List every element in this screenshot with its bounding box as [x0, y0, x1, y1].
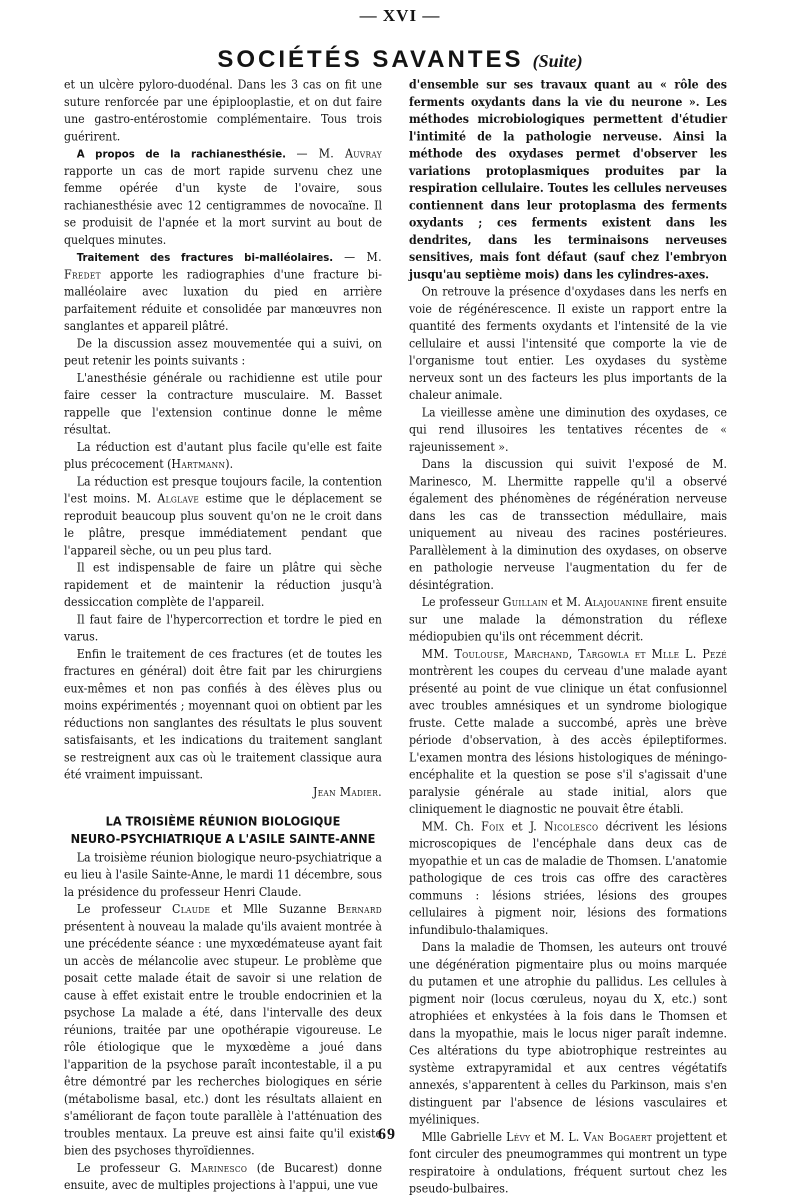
author-name: Nicolesco [543, 819, 599, 834]
paragraph-text: et M. [547, 595, 585, 610]
paragraph [64, 250, 382, 336]
paragraph-text: rapporte un cas de mort rapide survenu chez une femme opérée d'un kyste de l'ovaire, sous rachianesthésie avec 12 centigrammes de novocaïne. Il se produisit de l'apnée et la mort survint au bout de quelques minutes. [64, 164, 382, 248]
author-name: — M. Fredet [64, 250, 382, 282]
masthead-suite: (Suite) [532, 51, 583, 71]
author-name: Alajouanine [584, 595, 649, 610]
paragraph: De la discussion assez mouvementée qui a suivi, on peut retenir les points suivants : [64, 336, 382, 368]
paragraph-text: décrivent les lésions microscopiques de l'encéphale dans deux cas de myopathie et un cas de maladie de Thomsen. L'anatomie pathologique de ces trois cas offre des caractères communs : lésions striées, lésions des groupes cellulaires à pigment noir, lésions des formations infundibulo-thalamiques. [409, 819, 727, 938]
paragraph [64, 1160, 382, 1195]
paragraph-text: montrèrent les coupes du cerveau d'une malade ayant présenté au point de vue clinique un état confusionnel avec troubles amnésiques et un syndrome biologique fruste. Cette malade a succombé, après une brève période d'observation, à des accès épileptiformes. L'examen montra des lésions histologiques de méningo-encéphalite et la question se pose s'il s'agissait d'une paralysie générale au stade initial, alors que cliniquement le diagnostic ne pouvait être établi. [409, 664, 727, 817]
paragraph-text: apporte les radiographies d'une fracture bi-malléolaire avec luxation du pied en arrière parfaitement réduite et consolidée par manœuvres non sanglantes et appareil plâtré. [64, 267, 382, 334]
paragraph: La vieillesse amène une diminution des oxydases, ce qui rend illusoires les tentatives récentes de « rajeunissement ». [409, 405, 727, 455]
author-name: Lévy [506, 1130, 531, 1145]
heading-line: LA TROISIÈME RÉUNION BIOLOGIQUE [105, 814, 341, 830]
masthead-title: SOCIÉTÉS SAVANTES [217, 46, 524, 73]
author-names: MM. Toulouse, Marchand, Targowla et Mlle L. Pezé [421, 647, 727, 662]
paragraph-text: et Mlle Suzanne [210, 902, 338, 917]
folio-number: 69 [378, 1126, 396, 1143]
paragraph [409, 1129, 727, 1198]
right-column [409, 77, 727, 1198]
author-name: Hartmann [171, 457, 226, 472]
paragraph-text: et M. L. [530, 1130, 584, 1145]
author-name: Claude [172, 902, 211, 917]
author-name: Foix [481, 819, 505, 834]
paragraph: et un ulcère pyloro-duodénal. Dans les 3 cas on fit une suture renforcée par une épiplooplastie, et on dut faire une gastro-entérostomie complémentaire. Tous trois guérirent. [64, 78, 382, 144]
paragraph: Dans la discussion qui suivit l'exposé de M. Marinesco, M. Lhermitte rappelle qu'il a observé également des phénomènes de régénération nerveuse dans les cas de transsection médullaire, mais uniquement au niveau des racines postérieures. Parallèlement à la diminution des oxydases, on observe en pathologie nerveuse l'augmentation du fer de désintégration. [409, 457, 727, 593]
paragraph-text: MM. Ch. [421, 819, 482, 834]
paragraph [409, 646, 727, 819]
page-number: — XVI — [359, 6, 441, 25]
paragraph-text: et J. [504, 819, 544, 834]
paragraph-text: Le professeur [421, 595, 503, 610]
paragraph: Enfin le traitement de ces fractures (et de toutes les fractures en général) doit être fait par les chirurgiens eux-mêmes et non pas confiés à des élèves plus ou moins expérimentés ; moyennant quoi on obtient par les réductions non sanglantes des résultats le plus souvent satisfaisants, et les indications du traitement sanglant se restreignent aux cas où le traitement classique aura été vraiment impuissant. [64, 647, 382, 782]
section-heading [64, 813, 382, 848]
author-name: Guillain [502, 595, 548, 610]
paragraph: Dans la maladie de Thomsen, les auteurs ont trouvé une dégénération pigmentaire plus ou moins marquée du putamen et une atrophie du pallidus. Les cellules à pigment noir (locus cœruleus, noyau du X, etc.) sont atrophiées et enkystées à la fois dans le Thomsen et dans la myopathie, mais le locus niger paraît indemne. Ces altérations du type abiotrophique restreintes au système extrapyramidal et aux centres végétatifs annexés, s'apparentent à celles du Parkinson, mais s'en distinguent par l'absence de lésions vasculaires et myéliniques. [409, 940, 727, 1127]
paragraph-text: estime que le déplacement se reproduit beaucoup plus souvent qu'on ne le croit dans le plâtre, presque immédiatement pendant que l'appareil sèche, ou un peu plus tard. [64, 492, 382, 558]
paragraph-text: La réduction est d'autant plus facile qu'elle est faite plus précocement ( [64, 440, 382, 472]
paragraph [409, 595, 727, 647]
heading-line: NEURO-PSYCHIATRIQUE A L'ASILE SAINTE-ANNE [70, 831, 376, 847]
paragraph-text: Mlle Gabrielle [421, 1130, 507, 1145]
paragraph [64, 439, 382, 474]
author-name: Alglave [157, 492, 200, 506]
paragraph-text: Le professeur G. [76, 1161, 191, 1176]
paragraph-text: projettent et font circuler des pneumogrammes qui montrent un type respiratoire à ondulations, fréquent surtout chez les pseudo-bulbaires. [409, 1130, 727, 1196]
author-name: Marinesco [190, 1161, 248, 1176]
paragraph-text: Le professeur [76, 902, 173, 917]
paragraph-text: firent ensuite sur une malade la démonstration du réflexe médiopubien qu'ils ont récemment décrit. [409, 595, 727, 644]
paragraph-text: ). [225, 457, 234, 472]
paragraph [64, 146, 382, 250]
paragraph [409, 819, 727, 940]
section-lead: Traitement des fractures bi-malléolaires. [76, 251, 334, 265]
paragraph: On retrouve la présence d'oxydases dans les nerfs en voie de régénérescence. Il existe un rapport entre la quantité des ferments oxydants et l'intensité de la vie cellulaire et aussi l'intensité que comporte la vie de l'organisme tout entier. Les oxydases du système nerveux sont un des facteurs les plus importants de la chaleur animale. [409, 285, 727, 403]
paragraph [64, 902, 382, 1161]
section-lead: A propos de la rachianesthésie. [76, 148, 286, 161]
paragraph: d'ensemble sur ses travaux quant au « rôle des ferments oxydants dans la vie du neurone ». Les méthodes microbiologiques permettent d'étudier l'intimité de la pathologie nerveuse. Ainsi la méthode des oxydases permet d'observer les variations protoplasmiques produites par la respiration cellulaire. Toutes les cellules nerveuses contiennent dans leur protoplasma des ferments oxydants ; ces ferments existent dans les dendrites, dans les terminaisons nerveuses sensitives, mais font défaut (sauf chez l'embryon jusqu'au septième mois) dans les cylindres-axes. [409, 78, 727, 282]
paragraph: Il faut faire de l'hypercorrection et tordre le pied en varus. [64, 612, 382, 644]
paragraph-text: présentent à nouveau la malade qu'ils avaient montrée à une précédente séance : une myxœdémateuse ayant fait un accès de mélancolie avec stupeur. Le problème que posait cette malade était de savoir si une relation de cause à effet existait entre le trouble endocrinien et la psychose La malade a été, dans l'intervalle des deux réunions, traitée par une opothérapie vigoureuse. Le rôle étiologique que le myxœdème a joué dans l'apparition de la psychose paraît incontestable, il a pu être démontré par les recherches biologiques en série (métabolisme basal, etc.) dont les résultats allaient en s'améliorant de façon toute parallèle à l'atténuation des troubles mentaux. La preuve est ainsi faite qu'il existe bien des psychoses thyroïdiennes. [64, 919, 382, 1158]
author-name: Bernard [337, 902, 383, 917]
author-name: Van Bogaert [583, 1130, 653, 1145]
paragraph: La troisième réunion biologique neuro-psychiatrique a eu lieu à l'asile Sainte-Anne, le mardi 11 décembre, sous la présidence du professeur Henri Claude. [64, 850, 382, 900]
masthead [0, 45, 800, 77]
signature: Jean Madier. [312, 785, 382, 800]
paragraph: L'anesthésie générale ou rachidienne est utile pour faire cesser la contracture musculaire. M. Basset rappelle que l'extension continue donne le même résultat. [64, 371, 382, 437]
paragraph-text: La réduction est presque toujours facile, la contention l'est moins. M. [64, 474, 382, 506]
paragraph-text: (de Bucarest) donne ensuite, avec de multiples projections à l'appui, une vue [64, 1161, 382, 1193]
paragraph: Il est indispensable de faire un plâtre qui sèche rapidement et de maintenir la réduction jusqu'à dessiccation complète de l'appareil. [64, 561, 382, 610]
paragraph [64, 474, 382, 560]
left-column [64, 77, 382, 1195]
author-name: — M. Auvray [296, 147, 382, 161]
